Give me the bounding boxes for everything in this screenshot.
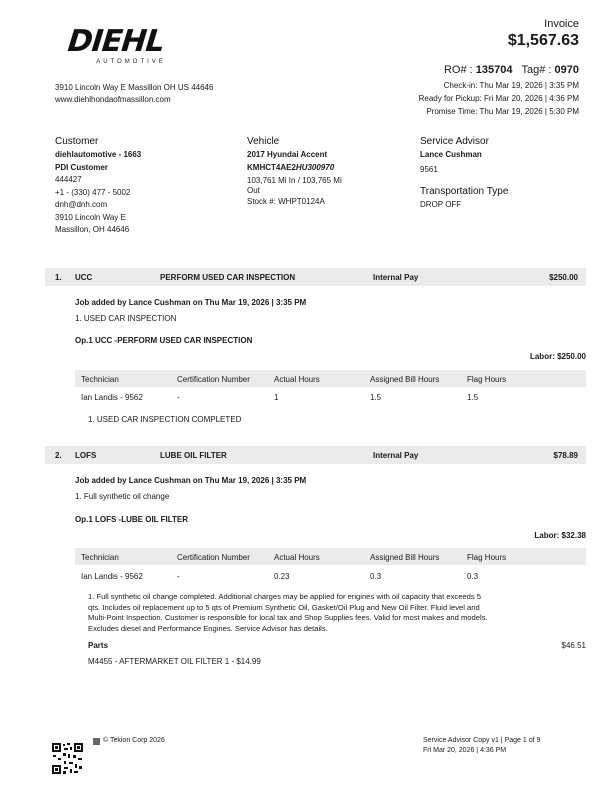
vehicle-stock: Stock #: WHPT0124A	[247, 197, 325, 206]
promise-time: Promise Time: Thu Mar 19, 2026 | 5:30 PM	[426, 107, 579, 116]
advisor-id: 9561	[420, 164, 438, 174]
col-actual-hours: Actual Hours	[274, 375, 320, 384]
job-2-description: LUBE OIL FILTER	[160, 451, 227, 460]
job-2-note	[88, 592, 586, 634]
logo-wordmark: DIEHL	[66, 24, 166, 59]
parts-label: Parts	[88, 641, 109, 650]
footer-copyright-block	[93, 736, 165, 746]
cell-technician: Ian Landis - 9562	[81, 572, 143, 581]
col-flag-hours: Flag Hours	[467, 375, 507, 384]
col-technician: Technician	[81, 375, 119, 384]
job-2-concern: 1. Full synthetic oil change	[75, 492, 170, 501]
col-bill-hours: Assigned Bill Hours	[370, 553, 440, 562]
invoice-title: Invoice	[544, 18, 579, 30]
col-actual-hours: Actual Hours	[274, 553, 320, 562]
customer-account: diehlautomotive - 1663	[55, 150, 142, 159]
job-2-note-line-4: Excludes diesel and Performance Engines. Service Advisor has details.	[88, 623, 328, 633]
vehicle-vin	[247, 162, 342, 175]
company-logo	[68, 26, 188, 65]
footer-copy-info: Service Advisor Copy v1 | Page 1 of 9	[423, 737, 541, 744]
job-2-added: Job added by Lance Cushman on Thu Mar 19, 2026 | 3:35 PM	[75, 476, 307, 485]
footer-printed: Fri Mar 20, 2026 | 4:36 PM	[423, 747, 507, 754]
customer-street: 3910 Lincoln Way E	[55, 212, 126, 222]
tag-label: Tag#	[521, 64, 546, 76]
col-flag-hours: Flag Hours	[467, 553, 507, 562]
transport-type: DROP OFF	[420, 200, 462, 209]
invoice-total: $1,567.63	[507, 32, 579, 49]
col-certification: Certification Number	[177, 375, 250, 384]
customer-heading: Customer	[55, 136, 99, 147]
cell-bill-hours: 0.3	[370, 572, 382, 581]
qr-code-icon	[51, 742, 84, 775]
job-1-header	[45, 268, 586, 286]
checkin-time: Check-in: Thu Mar 19, 2026 | 3:35 PM	[443, 81, 579, 90]
table-row	[75, 388, 586, 404]
job-2-pay-type: Internal Pay	[373, 451, 419, 460]
ready-time: Ready for Pickup: Fri Mar 20, 2026 | 4:36 PM	[418, 94, 579, 103]
cell-bill-hours: 1.5	[370, 393, 382, 402]
job-1-table-header	[75, 370, 586, 387]
part-line: M4455 - AFTERMARKET OIL FILTER 1 - $14.99	[88, 657, 261, 666]
job-1-number: 1.	[55, 273, 62, 282]
customer-city: Massillon, OH 44646	[55, 225, 130, 234]
advisor-name: Lance Cushman	[420, 150, 482, 159]
ro-tag-line: RO# : 135704 Tag# : 0970	[443, 64, 579, 76]
job-1-concern: 1. USED CAR INSPECTION	[75, 314, 177, 323]
vehicle-block	[247, 136, 342, 209]
job-2-code: LOFS	[75, 451, 97, 460]
job-1-note: 1. USED CAR INSPECTION COMPLETED	[88, 415, 242, 424]
job-1-code: UCC	[75, 273, 93, 282]
footer-meta	[423, 736, 540, 756]
job-2-note-line-2: qts. Includes oil replacement up to 5 qts of Premium Synthetic Oil, Gasket/Oil Plug and New Oil Filter. Fluid level and	[88, 602, 480, 612]
footer-copyright: © Tekion Corp 2026	[103, 737, 165, 744]
parts-total: $46.51	[561, 641, 586, 650]
vin-part-b: HU300970	[295, 162, 335, 172]
customer-type: PDI Customer	[55, 162, 108, 172]
job-2-table-header	[75, 548, 586, 565]
cell-certification: -	[177, 572, 180, 581]
job-1-labor: Labor: $250.00	[529, 352, 586, 361]
job-2-op-text: Op.1 LOFS -LUBE OIL FILTER	[75, 515, 189, 524]
customer-number: 444427	[55, 175, 82, 184]
invoice-header	[508, 18, 579, 50]
vin-part-a: KMHCT4AE2	[247, 162, 296, 172]
ro-label: RO#	[443, 64, 467, 76]
advisor-heading: Service Advisor	[420, 136, 489, 147]
col-certification: Certification Number	[177, 553, 250, 562]
company-address-block	[55, 82, 213, 106]
cell-actual-hours: 1	[274, 393, 279, 402]
table-row	[75, 567, 586, 583]
job-2-note-line-1: 1. Full synthetic oil change completed. Additional charges may be applied for engines with oil capacity that exceeds 5	[88, 592, 481, 601]
customer-block	[55, 136, 141, 237]
job-2-header	[45, 446, 586, 464]
job-2-amount: $78.89	[553, 451, 578, 460]
job-1-op-text: Op.1 UCC -PERFORM USED CAR INSPECTION	[75, 336, 253, 345]
job-1-pay-type: Internal Pay	[373, 273, 419, 282]
vehicle-heading: Vehicle	[247, 136, 280, 147]
job-2-operation	[75, 514, 188, 527]
company-address: 3910 Lincoln Way E Massillon OH US 44646	[55, 83, 214, 92]
cell-flag-hours: 0.3	[467, 572, 479, 581]
job-1-operation	[75, 335, 252, 348]
advisor-block	[420, 136, 508, 212]
ro-value: 135704	[475, 64, 513, 76]
invoice-dates	[419, 79, 579, 118]
cell-technician: Ian Landis - 9562	[81, 393, 143, 402]
vehicle-miles-in: 103,761 Mi In / 103,765 Mi	[247, 176, 342, 185]
job-2-labor: Labor: $32.38	[534, 531, 586, 540]
vehicle-miles-out: Out	[247, 186, 260, 195]
job-1-amount: $250.00	[549, 273, 578, 282]
cell-actual-hours: 0.23	[274, 572, 290, 581]
job-2-number: 2.	[55, 451, 62, 460]
col-bill-hours: Assigned Bill Hours	[370, 375, 440, 384]
logo-subtitle: AUTOMOTIVE	[96, 59, 166, 65]
job-2-note-line-3: Multi-Point Inspection. Customer is responsible for local tax and Shop Supplies fees. Valid for most makes and models.	[88, 613, 488, 622]
job-1-added: Job added by Lance Cushman on Thu Mar 19, 2026 | 3:35 PM	[75, 298, 307, 307]
customer-phone: +1 - (330) 477 - 5002	[55, 187, 131, 197]
customer-email: dnh@dnh.com	[55, 200, 108, 209]
tag-value: 0970	[554, 64, 579, 76]
transport-heading: Transportation Type	[420, 186, 509, 197]
vehicle-model: 2017 Hyundai Accent	[247, 150, 328, 159]
company-website: www.diehlhondaofmassillon.com	[55, 95, 171, 104]
cell-flag-hours: 1.5	[467, 393, 479, 402]
job-1-description: PERFORM USED CAR INSPECTION	[160, 273, 296, 282]
cell-certification: -	[177, 393, 180, 402]
col-technician: Technician	[81, 553, 119, 562]
tekion-logo-icon	[93, 738, 100, 745]
